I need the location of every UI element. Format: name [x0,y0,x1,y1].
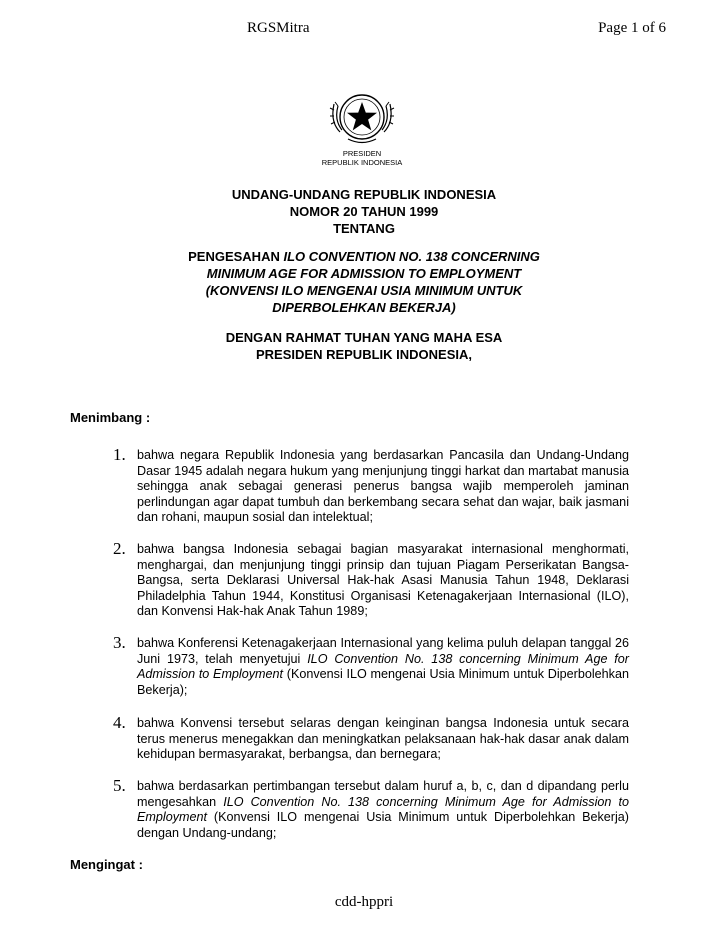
item-number: 5. [113,776,126,795]
seal-caption-line1: PRESIDEN [342,149,382,158]
pengesahan-line1 [0,248,728,265]
menimbang-item [113,633,630,698]
menimbang-item [113,713,629,763]
pengesahan-italic: ILO CONVENTION NO. 138 CONCERNING [283,249,540,264]
seal-caption-line2: REPUBLIK INDONESIA [321,157,403,167]
item-number: 2. [113,539,126,558]
menimbang-heading: Menimbang : [70,410,151,425]
item-text: bahwa negara Republik Indonesia yang berdasarkan Pancasila dan Undang-Undang Dasar 1945 adalah negara hukum yang menjunjung tinggi harkat dan martabat manusia sehingga anak sebagai generasi penerus bangsa wajib memperoleh jaminan perlindungan agar dapat tumbuh dan berkembang secara sehat dan wajar, baik jasmani dan rohani, maupun sosial dan intelektual; [137,448,629,525]
item-text [137,779,629,841]
law-title-line1: UNDANG-UNDANG REPUBLIK INDONESIA [231,187,497,202]
menimbang-item [113,776,629,841]
page-footer: cdd-hppri [334,894,394,910]
item-text [137,636,629,698]
convention-title-italic: ILO Convention No. 138 concerning Minimum Age for Admission to Employment [137,794,629,825]
pengesahan-prefix: PENGESAHAN [188,249,284,264]
law-title-line3: TENTANG [333,221,395,236]
page-number: Page 1 of 6 [598,20,666,36]
item-text: bahwa Konvensi tersebut selaras dengan keinginan bangsa Indonesia untuk secara terus menerus menegakkan dan meningkatkan pelaksanaan hak-hak dasar anak dalam kehidupan bermasyarakat, berbangsa, dan bernegara; [137,716,629,762]
item-number: 3. [113,633,126,652]
pengesahan-line3: (KONVENSI ILO MENGENAI USIA MINIMUM UNTUK [205,283,523,298]
convention-title-italic: ILO Convention No. 138 concerning Minimum Age for Admission to Employment [137,651,630,682]
rahmat-line1: DENGAN RAHMAT TUHAN YANG MAHA ESA [225,330,503,345]
pengesahan-line2: MINIMUM AGE FOR ADMISSION TO EMPLOYMENT [206,266,522,281]
law-title-line2: NOMOR 20 TAHUN 1999 [289,204,439,219]
menimbang-item [113,539,629,620]
item-text-part: bahwa berdasarkan pertimbangan tersebut dalam huruf a, b, c, dan d dipandang perlu mengesahkan [137,779,629,809]
item-number: 4. [113,713,126,732]
pengesahan-line4: DIPERBOLEHKAN BEKERJA) [272,300,456,315]
running-header-left: RGSMitra [247,20,310,36]
menimbang-item [113,445,629,526]
seal-caption [312,150,412,167]
rahmat-line2: PRESIDEN REPUBLIK INDONESIA, [256,347,472,362]
item-text: bahwa bangsa Indonesia sebagai bagian masyarakat internasional menghormati, menghargai, dan menjunjung tinggi prinsip dan tujuan Piagam Perserikatan Bangsa-Bangsa, serta Deklarasi Universal Hak-hak Asasi Manusia Tahun 1948, Deklarasi Philadelphia Tahun 1944, Konstitusi Organisasi Ketenagakerjaan Internasional (ILO), dan Konvensi Hak-hak Anak Tahun 1989; [137,542,629,619]
item-text-part: (Konvensi ILO mengenai Usia Minimum untuk Diperbolehkan Bekerja); [137,667,629,697]
item-text-part: bahwa Konferensi Ketenagakerjaan Internasional yang kelima puluh delapan tanggal 26 Juni 1973, telah menyetujui [137,636,629,666]
item-text-part: (Konvensi ILO mengenai Usia Minimum untuk Diperbolehkan Bekerja) dengan Undang-undang; [137,810,629,840]
item-number: 1. [113,445,126,464]
mengingat-heading: Mengingat : [70,857,143,872]
